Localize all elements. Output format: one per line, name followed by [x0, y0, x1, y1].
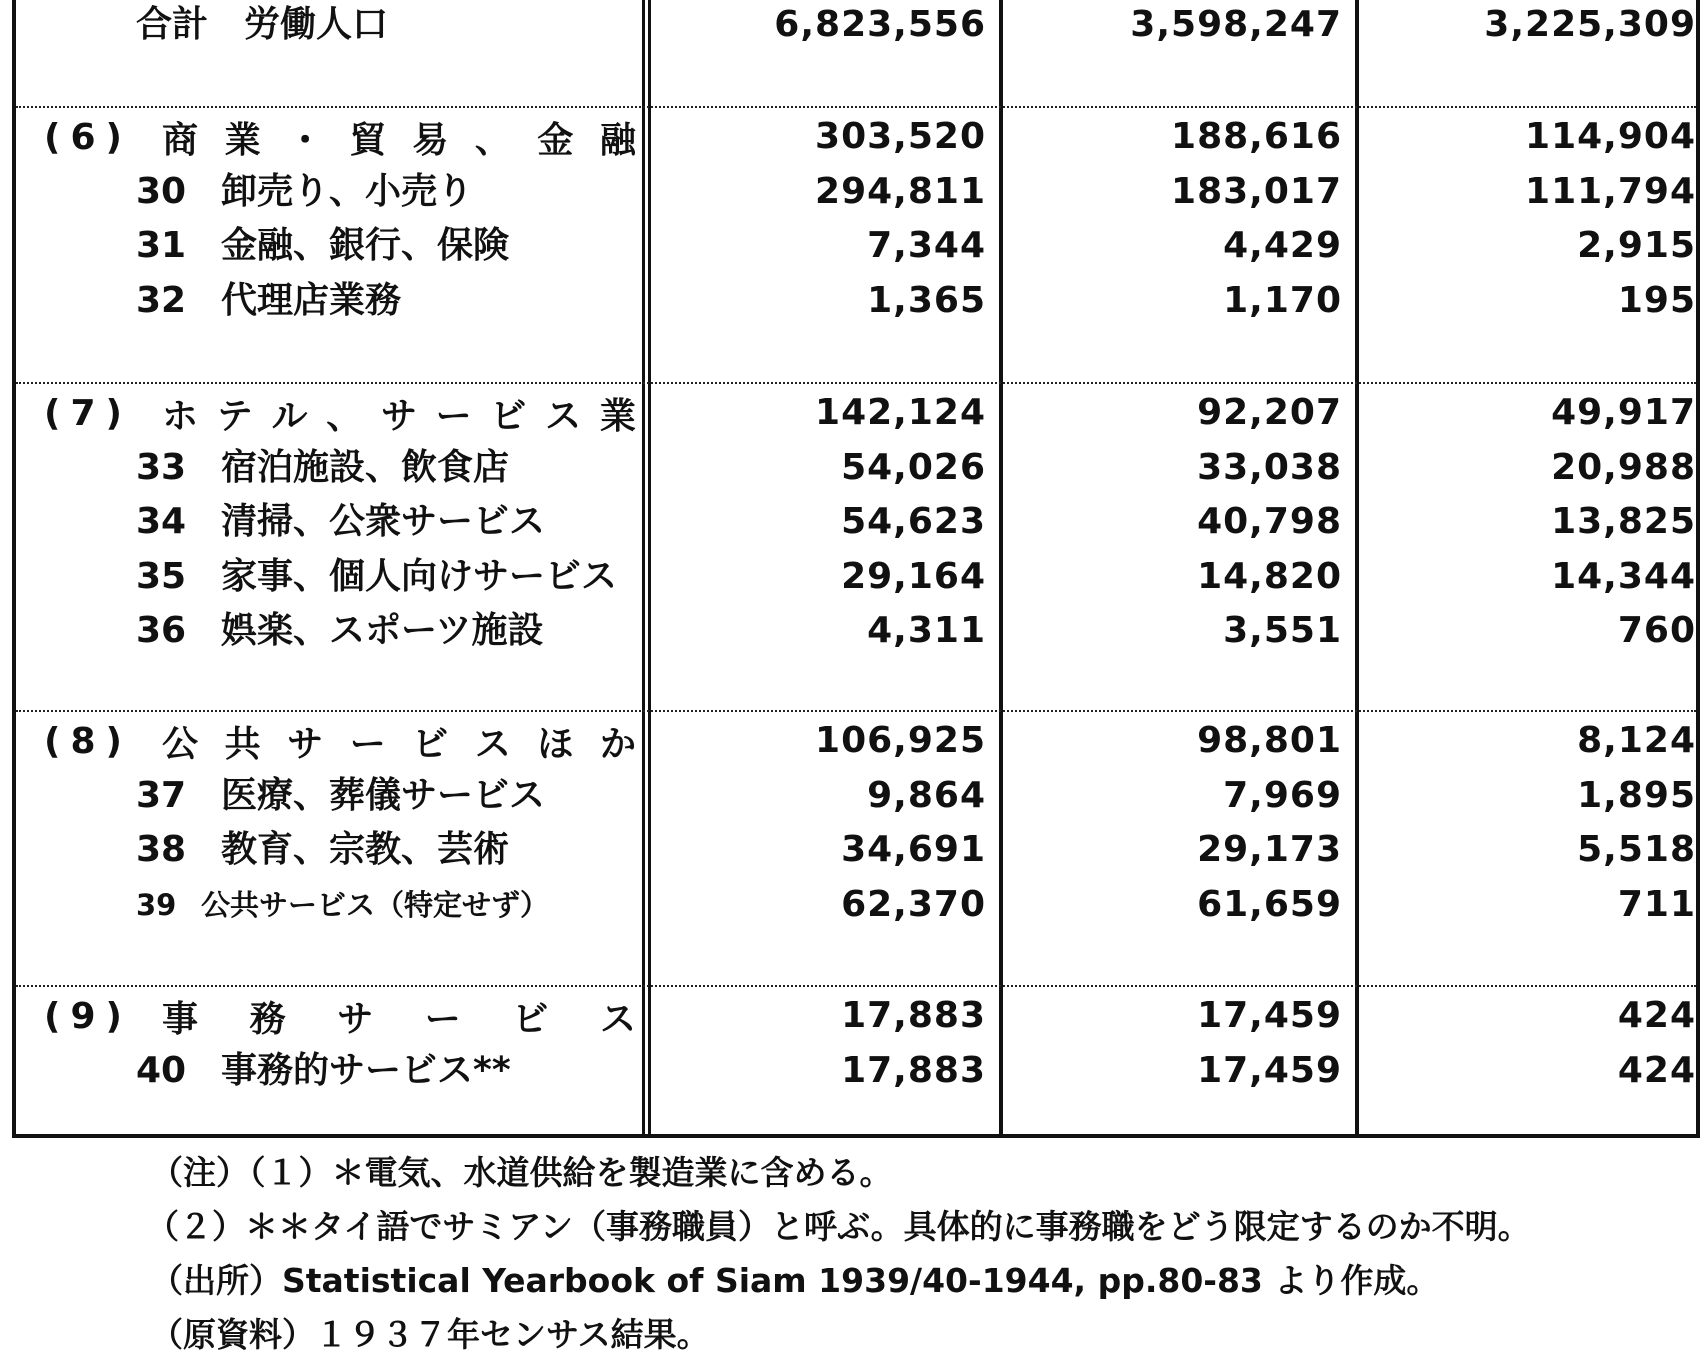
item-label: 家事、個人向けサービス	[221, 555, 618, 597]
item-value: 5,518	[1577, 829, 1696, 870]
group-number: (6)	[44, 116, 132, 158]
group-label	[44, 110, 636, 164]
group-name	[144, 716, 636, 767]
table-row	[16, 165, 1704, 219]
group-name-char: ー	[424, 998, 461, 1040]
group-value: 106,925	[815, 720, 986, 761]
table-row	[16, 495, 1704, 549]
group-number: (8)	[44, 720, 132, 762]
section-separator	[16, 382, 1696, 384]
table-row	[16, 769, 1704, 823]
item-value: 294,811	[815, 170, 986, 212]
group-name-char: ビ	[490, 395, 527, 437]
group-name-char: 易	[412, 119, 449, 161]
table-row	[16, 441, 1704, 495]
group-value: 98,801	[1197, 720, 1342, 761]
item-value: 9,864	[867, 774, 986, 816]
item-code: 30	[136, 170, 187, 212]
group-name-char: ホ	[162, 395, 199, 437]
item-value: 711	[1617, 883, 1696, 925]
group-value: 8,124	[1577, 720, 1696, 761]
item-value: 34,691	[841, 829, 986, 870]
item-code: 40	[136, 1049, 187, 1091]
item-value: 14,820	[1197, 555, 1342, 597]
item-code: 34	[136, 501, 187, 542]
group-number: (7)	[44, 392, 132, 434]
notes	[146, 1146, 1531, 1362]
group-name-char: ビ	[512, 998, 549, 1040]
group-name-char: 業	[224, 119, 261, 161]
item-value: 29,173	[1197, 829, 1342, 870]
group-value: 92,207	[1197, 392, 1342, 433]
item-value: 183,017	[1171, 170, 1342, 212]
item-label: 清掃、公衆サービス	[221, 501, 546, 542]
total-value-male: 3,598,247	[1130, 4, 1342, 45]
item-value: 7,969	[1223, 774, 1342, 816]
item-label: 金融、銀行、保険	[221, 225, 510, 266]
item-label: 公共サービス（特定せず）	[201, 887, 550, 922]
group-name-char: 、	[326, 395, 363, 437]
item-value: 61,659	[1197, 883, 1342, 925]
item-value: 760	[1617, 610, 1696, 651]
total-value-all: 6,823,556	[774, 4, 986, 45]
group-name-char: ビ	[412, 723, 449, 765]
group-value: 49,917	[1551, 392, 1696, 433]
group-number: (9)	[44, 995, 132, 1037]
statistics-table	[12, 0, 1700, 1138]
item-value: 4,311	[867, 610, 986, 651]
item-label: 事務的サービス**	[221, 1049, 511, 1091]
item-value: 1,365	[867, 279, 986, 321]
group-value: 17,459	[1197, 995, 1342, 1036]
group-value: 17,883	[841, 995, 986, 1036]
note-line: （注）（１）＊電気、水道供給を製造業に含める。	[150, 1153, 893, 1192]
group-name-char: テ	[216, 395, 253, 437]
group-name-char: ー	[435, 395, 472, 437]
group-header-row	[16, 989, 1704, 1043]
table-row	[16, 604, 1704, 658]
item-value: 54,623	[841, 501, 986, 542]
group-name-char: ス	[545, 395, 582, 437]
item-label: 娯楽、スポーツ施設	[221, 610, 544, 651]
item-value: 7,344	[867, 225, 986, 266]
group-name-char: ー	[349, 723, 386, 765]
group-header-row	[16, 386, 1704, 440]
group-name-char: 、	[474, 119, 511, 161]
section-separator	[16, 106, 1696, 108]
item-code: 36	[136, 610, 187, 651]
note-line: （出所）Statistical Yearbook of Siam 1939/40-1944, pp.80-83 より作成。	[150, 1261, 1440, 1300]
group-name-char: ス	[474, 723, 511, 765]
group-name-char: 業	[599, 395, 636, 437]
item-value: 1,895	[1577, 774, 1696, 816]
item-value: 195	[1617, 279, 1696, 321]
group-name-char: サ	[380, 395, 417, 437]
table-row	[16, 219, 1704, 273]
item-code: 39	[136, 887, 177, 922]
note-line: （原資料）１９３７年センサス結果。	[150, 1315, 710, 1354]
group-name-char: サ	[287, 723, 324, 765]
group-value: 114,904	[1525, 116, 1696, 157]
group-name	[144, 388, 636, 439]
group-value: 142,124	[815, 392, 986, 433]
group-label	[44, 386, 636, 440]
table-row	[16, 823, 1704, 877]
table-row	[16, 1044, 1704, 1098]
item-value: 33,038	[1197, 446, 1342, 488]
group-header-row	[16, 110, 1704, 164]
group-name	[144, 991, 636, 1042]
item-code: 37	[136, 774, 187, 816]
group-label	[44, 989, 636, 1043]
group-name-char: 商	[162, 119, 199, 161]
item-value: 111,794	[1525, 170, 1696, 212]
item-label: 卸売り、小売り	[221, 170, 474, 212]
group-header-row	[16, 714, 1704, 768]
group-name-char: か	[599, 723, 636, 765]
item-code: 32	[136, 279, 187, 321]
group-name-char: ル	[271, 395, 308, 437]
group-name-char: ほ	[537, 723, 574, 765]
section-separator	[16, 710, 1696, 712]
item-code: 31	[136, 225, 187, 266]
item-value: 14,344	[1551, 555, 1696, 597]
group-name-char: サ	[337, 998, 374, 1040]
group-name-char: 公	[162, 723, 199, 765]
item-code: 38	[136, 829, 187, 870]
section-separator	[16, 985, 1696, 987]
item-value: 40,798	[1197, 501, 1342, 542]
item-value: 20,988	[1551, 446, 1696, 488]
item-code: 35	[136, 555, 187, 597]
group-value: 188,616	[1171, 116, 1342, 157]
group-name-char: 共	[224, 723, 261, 765]
item-value: 29,164	[841, 555, 986, 597]
item-label: 宿泊施設、飲食店	[221, 446, 510, 488]
item-value: 2,915	[1577, 225, 1696, 266]
item-value: 4,429	[1223, 225, 1342, 266]
group-label	[44, 714, 636, 768]
group-name-char: ス	[599, 998, 636, 1040]
item-label: 医療、葬儀サービス	[221, 774, 546, 816]
table-row	[16, 878, 1704, 932]
item-value: 13,825	[1551, 501, 1696, 542]
group-name-char: ・	[287, 119, 324, 161]
item-value: 54,026	[841, 446, 986, 488]
group-name-char: 事	[162, 998, 199, 1040]
group-name-char: 貿	[349, 119, 386, 161]
total-value-female: 3,225,309	[1484, 4, 1696, 45]
total-row	[16, 0, 1704, 52]
total-label: 合計 労働人口	[136, 4, 389, 45]
table-row	[16, 550, 1704, 604]
group-value: 303,520	[815, 116, 986, 157]
item-value: 1,170	[1223, 279, 1342, 321]
group-name	[144, 112, 636, 163]
group-value: 424	[1617, 995, 1696, 1036]
group-name-char: 融	[599, 119, 636, 161]
item-value: 62,370	[841, 883, 986, 925]
item-value: 424	[1617, 1049, 1696, 1091]
group-name-char: 務	[249, 998, 286, 1040]
item-label: 教育、宗教、芸術	[221, 829, 510, 870]
item-value: 17,883	[841, 1049, 986, 1091]
item-value: 3,551	[1223, 610, 1342, 651]
item-label: 代理店業務	[221, 279, 402, 321]
item-value: 17,459	[1197, 1049, 1342, 1091]
group-name-char: 金	[537, 119, 574, 161]
note-line: （２）＊＊タイ語でサミアン（事務職員）と呼ぶ。具体的に事務職をどう限定するのか不明。	[146, 1207, 1531, 1246]
item-code: 33	[136, 446, 187, 488]
table-row	[16, 274, 1704, 328]
